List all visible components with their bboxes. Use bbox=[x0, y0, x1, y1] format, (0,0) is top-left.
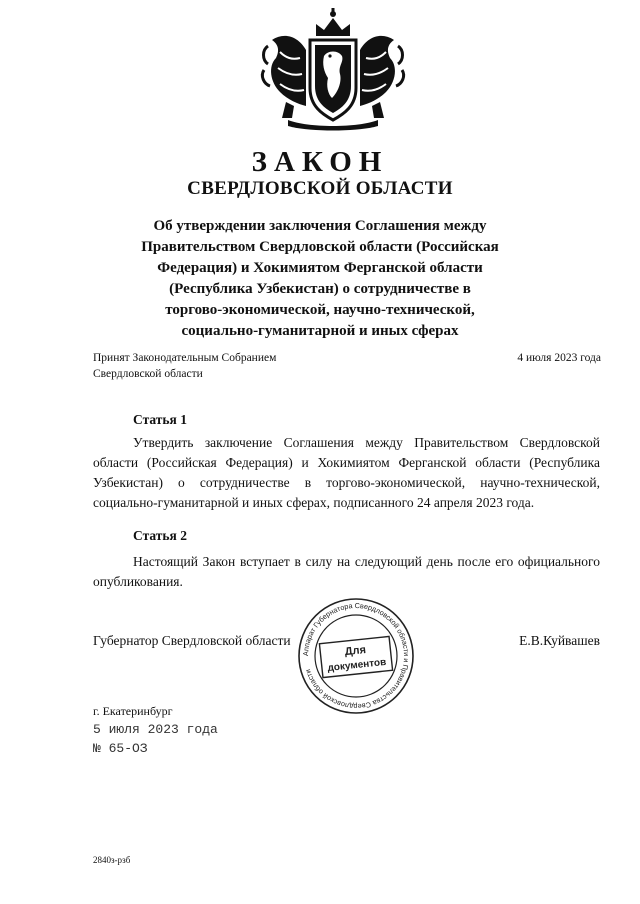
griffin-left-icon bbox=[262, 36, 306, 118]
heading-line: Федерация) и Хокимиятом Ферганской области bbox=[157, 260, 483, 276]
law-heading bbox=[100, 216, 540, 342]
signatory-position: Губернатор Свердловской области bbox=[93, 633, 291, 648]
document-title: ЗАКОН bbox=[251, 146, 389, 178]
heading-line: (Республика Узбекистан) о сотрудничестве в bbox=[169, 281, 471, 297]
adoption-line-1: Принят Законодательным Собранием bbox=[93, 352, 277, 364]
stamp-center-line-1: Для bbox=[344, 643, 367, 659]
crown-icon bbox=[316, 8, 350, 36]
law-number: № 65-ОЗ bbox=[93, 741, 148, 756]
heading-line: торгово-экономической, научно-технической, bbox=[165, 302, 475, 318]
heading-line: Правительством Свердловской области (Российская bbox=[141, 239, 499, 255]
place-of-signing: г. Екатеринбург bbox=[93, 704, 173, 718]
document-subtitle: СВЕРДЛОВСКОЙ ОБЛАСТИ bbox=[187, 178, 453, 199]
heading-line: Об утверждении заключения Соглашения между bbox=[153, 218, 487, 234]
document-code: 2840з-рзб bbox=[93, 855, 131, 865]
official-stamp bbox=[296, 596, 416, 716]
article-2-title: Статья 2 bbox=[133, 528, 187, 543]
heading-line: социально-гуманитарной и иных сферах bbox=[181, 323, 459, 339]
signing-date: 5 июля 2023 года bbox=[93, 722, 218, 737]
adoption-line-2: Свердловской области bbox=[93, 368, 203, 380]
article-1-text: Утвердить заключение Соглашения между Правительством Свердловской области (Российская Федерация) и Хокимиятом Ферганской области (Республика Узбекистан) о сотрудничестве в торгово-экономической, научно-технической, социально-гуманитарной и иных сферах, подписанного 24 апреля 2023 года. bbox=[93, 435, 600, 510]
adoption-date: 4 июля 2023 года bbox=[517, 352, 601, 364]
stamp-center-line-2: документов bbox=[327, 656, 387, 675]
griffin-right-icon bbox=[360, 36, 404, 118]
article-1-title: Статья 1 bbox=[133, 412, 187, 427]
coat-of-arms-emblem bbox=[258, 6, 408, 134]
stamp-ring-textpath: Аппарат Губернатора Свердловской области и Правительства Свердловской области bbox=[300, 600, 412, 712]
article-2-text: Настоящий Закон вступает в силу на следующий день после его официального опубликования. bbox=[93, 554, 600, 589]
signatory-name: Е.В.Куйвашев bbox=[519, 633, 600, 648]
adoption-info bbox=[93, 350, 276, 382]
